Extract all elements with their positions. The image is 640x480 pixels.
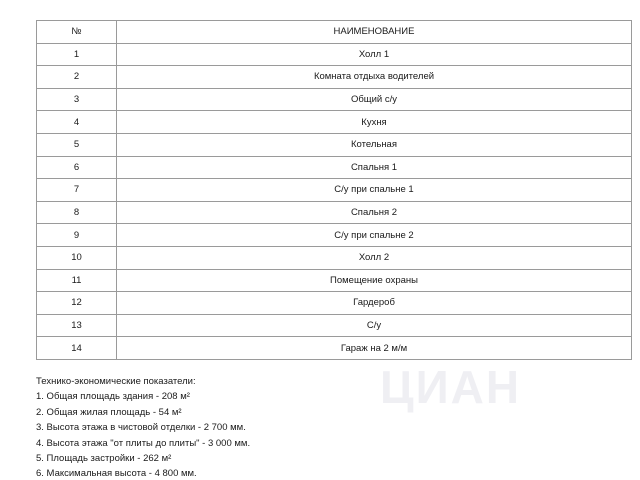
room-name-cell: Спальня 1 — [117, 156, 632, 179]
room-name-cell: Холл 1 — [117, 43, 632, 66]
room-name-cell: Помещение охраны — [117, 269, 632, 292]
room-name-cell: С/у при спальне 1 — [117, 179, 632, 202]
rooms-table-body — [37, 43, 632, 359]
room-number-cell: 4 — [37, 111, 117, 134]
room-number-cell: 1 — [37, 43, 117, 66]
note-item: 2. Общая жилая площадь - 54 м² — [36, 406, 182, 418]
table-row — [37, 43, 632, 66]
room-name-cell: Котельная — [117, 133, 632, 156]
room-number-cell: 2 — [37, 66, 117, 89]
room-number-cell: 10 — [37, 246, 117, 269]
header-number: № — [37, 21, 117, 44]
table-row — [37, 156, 632, 179]
table-row — [37, 88, 632, 111]
note-item: 6. Максимальная высота - 4 800 мм. — [36, 468, 197, 480]
table-row — [37, 179, 632, 202]
note-item: 4. Высота этажа "от плиты до плиты" - 3 000 мм. — [36, 437, 251, 449]
table-row — [37, 111, 632, 134]
table-row — [37, 314, 632, 337]
room-number-cell: 12 — [37, 292, 117, 315]
room-number-cell: 5 — [37, 133, 117, 156]
room-number-cell: 9 — [37, 224, 117, 247]
room-name-cell: Общий с/у — [117, 88, 632, 111]
table-header-row — [37, 21, 632, 44]
table-row — [37, 269, 632, 292]
header-name: НАИМЕНОВАНИЕ — [117, 21, 632, 44]
technical-indicators — [36, 374, 250, 480]
table-row — [37, 133, 632, 156]
room-number-cell: 3 — [37, 88, 117, 111]
table-row — [37, 224, 632, 247]
note-item: 1. Общая площадь здания - 208 м² — [36, 391, 190, 403]
table-row — [37, 337, 632, 360]
room-name-cell: Холл 2 — [117, 246, 632, 269]
room-name-cell: Комната отдыха водителей — [117, 66, 632, 89]
rooms-table — [36, 20, 632, 360]
room-number-cell: 14 — [37, 337, 117, 360]
room-name-cell: Гардероб — [117, 292, 632, 315]
room-name-cell: Спальня 2 — [117, 201, 632, 224]
notes-heading: Технико-экономические показатели: — [36, 376, 196, 387]
note-item: 5. Площадь застройки - 262 м² — [36, 453, 172, 465]
table-row — [37, 246, 632, 269]
room-number-cell: 6 — [37, 156, 117, 179]
room-name-cell: С/у при спальне 2 — [117, 224, 632, 247]
table-row — [37, 201, 632, 224]
note-item: 3. Высота этажа в чистовой отделки - 2 700 мм. — [36, 422, 246, 434]
room-number-cell: 11 — [37, 269, 117, 292]
room-number-cell: 8 — [37, 201, 117, 224]
watermark: ЦИАН — [380, 361, 522, 413]
room-number-cell: 7 — [37, 179, 117, 202]
room-name-cell: С/у — [117, 314, 632, 337]
table-row — [37, 292, 632, 315]
room-name-cell: Кухня — [117, 111, 632, 134]
room-name-cell: Гараж на 2 м/м — [117, 337, 632, 360]
room-number-cell: 13 — [37, 314, 117, 337]
table-row — [37, 66, 632, 89]
notes-list — [36, 389, 250, 480]
